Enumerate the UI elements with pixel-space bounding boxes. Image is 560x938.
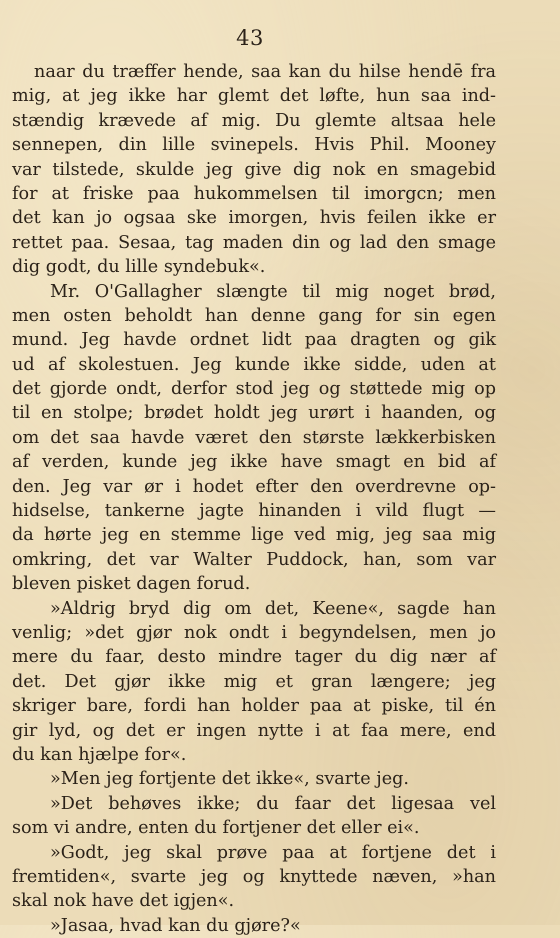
text-line: men osten beholdt han denne gang for sin egen	[12, 305, 496, 326]
text-line: naar du træffer hende, saa kan du hilse hendē fra	[34, 62, 496, 82]
text-line: mund. Jeg havde ordnet lidt paa dragten og gik	[12, 330, 496, 351]
page-number: 43	[236, 26, 264, 50]
text-line: »Det behøves ikke; du faar det ligesaa vel	[50, 793, 496, 814]
text-line: da hørte jeg en stemme lige ved mig, jeg saa mig	[12, 525, 496, 546]
text-line: venlig; »det gjør nok ondt i begyndelsen, men jo	[12, 622, 496, 643]
text-line: den. Jeg var ør i hodet efter den overdrevne op-	[12, 476, 496, 497]
text-line: det gjorde ondt, derfor stod jeg og støttede mig op	[12, 379, 496, 400]
text-line: bleven pisket dagen forud.	[12, 574, 251, 595]
text-line: Mr. O'Gallagher slængte til mig noget brød,	[50, 281, 496, 302]
text-line: det. Det gjør ikke mig et gran længere; jeg	[12, 671, 496, 692]
text-line: ud af skolestuen. Jeg kunde ikke sidde, uden at	[12, 354, 496, 375]
text-line: fremtiden«, svarte jeg og knyttede næven, »han	[12, 866, 496, 887]
text-line: om det saa havde været den største lækkerbisken	[12, 427, 496, 448]
text-line: til en stolpe; brødet holdt jeg urørt i haanden, og	[12, 403, 496, 424]
text-line: mig, at jeg ikke har glemt det løfte, hun saa ind-	[12, 86, 496, 107]
text-line: mere du faar, desto mindre tager du dig nær af	[12, 647, 496, 668]
text-line: omkring, det var Walter Puddock, han, som var	[12, 549, 496, 570]
text-line: skal nok have det igjen«.	[12, 891, 235, 912]
text-line: gir lyd, og det er ingen nytte i at faa mere, end	[12, 720, 496, 741]
text-line: sennepen, din lille svinepels. Hvis Phil. Mooney	[12, 135, 496, 156]
text-line: rettet paa. Sesaa, tag maden din og lad den smage	[12, 232, 496, 253]
text-line: for at friske paa hukommelsen til imorgcn; men	[12, 183, 496, 204]
text-line: »Godt, jeg skal prøve paa at fortjene det i	[50, 842, 496, 863]
text-line: »Aldrig bryd dig om det, Keene«, sagde han	[50, 598, 496, 619]
text-line: »Jasaa, hvad kan du gjøre?«	[50, 915, 301, 936]
page-body-text	[12, 60, 496, 938]
text-line: var tilstede, skulde jeg give dig nok en smagebid	[12, 159, 496, 180]
text-line: skriger bare, fordi han holder paa at piske, til én	[12, 696, 496, 717]
text-line: dig godt, du lille syndebuk«.	[12, 257, 266, 278]
text-line: hidselse, tankerne jagte hinanden i vild flugt —	[12, 501, 496, 522]
text-line: af verden, kunde jeg ikke have smagt en bid af	[12, 452, 496, 473]
text-line: »Men jeg fortjente det ikke«, svarte jeg.	[50, 769, 410, 790]
text-line: stændig krævede af mig. Du glemte altsaa hele	[12, 110, 496, 131]
text-line: som vi andre, enten du fortjener det eller ei«.	[12, 818, 420, 839]
text-line: du kan hjælpe for«.	[12, 744, 187, 765]
text-line: det kan jo ogsaa ske imorgen, hvis feilen ikke er	[12, 208, 496, 229]
